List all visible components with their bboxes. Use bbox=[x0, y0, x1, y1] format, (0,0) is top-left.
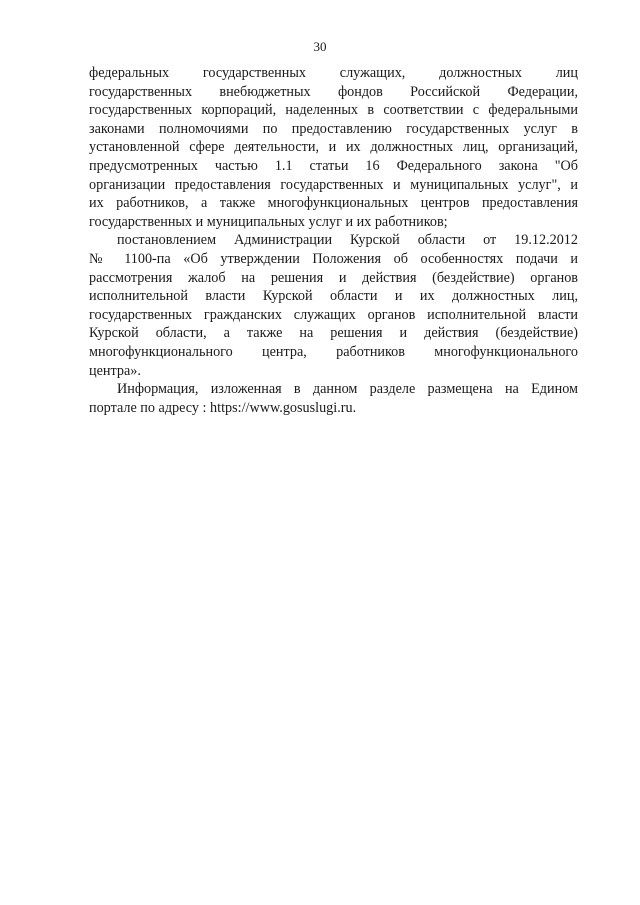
text-line: установленной сфере деятельности, и их должностных лиц, организаций, bbox=[89, 139, 578, 156]
text-line: законами полномочиями по предоставлению государственных услуг в bbox=[89, 120, 578, 137]
text-line: организации предоставления государственных и муниципальных услуг", и bbox=[89, 176, 578, 193]
text-line: их работников, а также многофункциональных центров предоставления bbox=[89, 195, 578, 212]
text-line: федеральных государственных служащих, должностных лиц bbox=[89, 65, 578, 81]
text-line: центра». bbox=[89, 362, 141, 379]
text-line: государственных гражданских служащих органов исполнительной власти bbox=[89, 306, 578, 323]
text-line: государственных внебюджетных фондов Российской Федерации, bbox=[89, 83, 578, 100]
text-line: Информация, изложенная в данном разделе размещена на Едином bbox=[117, 381, 578, 398]
text-line: предусмотренных частью 1.1 статьи 16 Федерального закона "Об bbox=[89, 157, 578, 174]
text-line: государственных и муниципальных услуг и их работников; bbox=[89, 213, 448, 230]
text-line: постановлением Администрации Курской области от 19.12.2012 bbox=[117, 232, 578, 249]
text-line: портале по адресу : https://www.gosuslugi.ru. bbox=[89, 399, 357, 416]
paragraph-federal-servants bbox=[89, 64, 578, 231]
paragraph-kursk-resolution bbox=[89, 231, 578, 380]
text-line: № 1100-па «Об утверждении Положения об особенностях подачи и bbox=[89, 250, 578, 267]
document-body bbox=[89, 64, 578, 417]
page-number: 30 bbox=[313, 39, 327, 54]
text-line: исполнительной власти Курской области и их должностных лиц, bbox=[89, 288, 578, 305]
text-line: Курской области, а также на решения и действия (бездействие) bbox=[89, 325, 578, 342]
text-line: государственных корпораций, наделенных в соответствии с федеральными bbox=[89, 102, 578, 119]
text-line: рассмотрения жалоб на решения и действия (бездействие) органов bbox=[89, 269, 578, 286]
paragraph-portal-info bbox=[89, 380, 578, 417]
text-line: многофункционального центра, работников многофункционального bbox=[89, 343, 578, 360]
